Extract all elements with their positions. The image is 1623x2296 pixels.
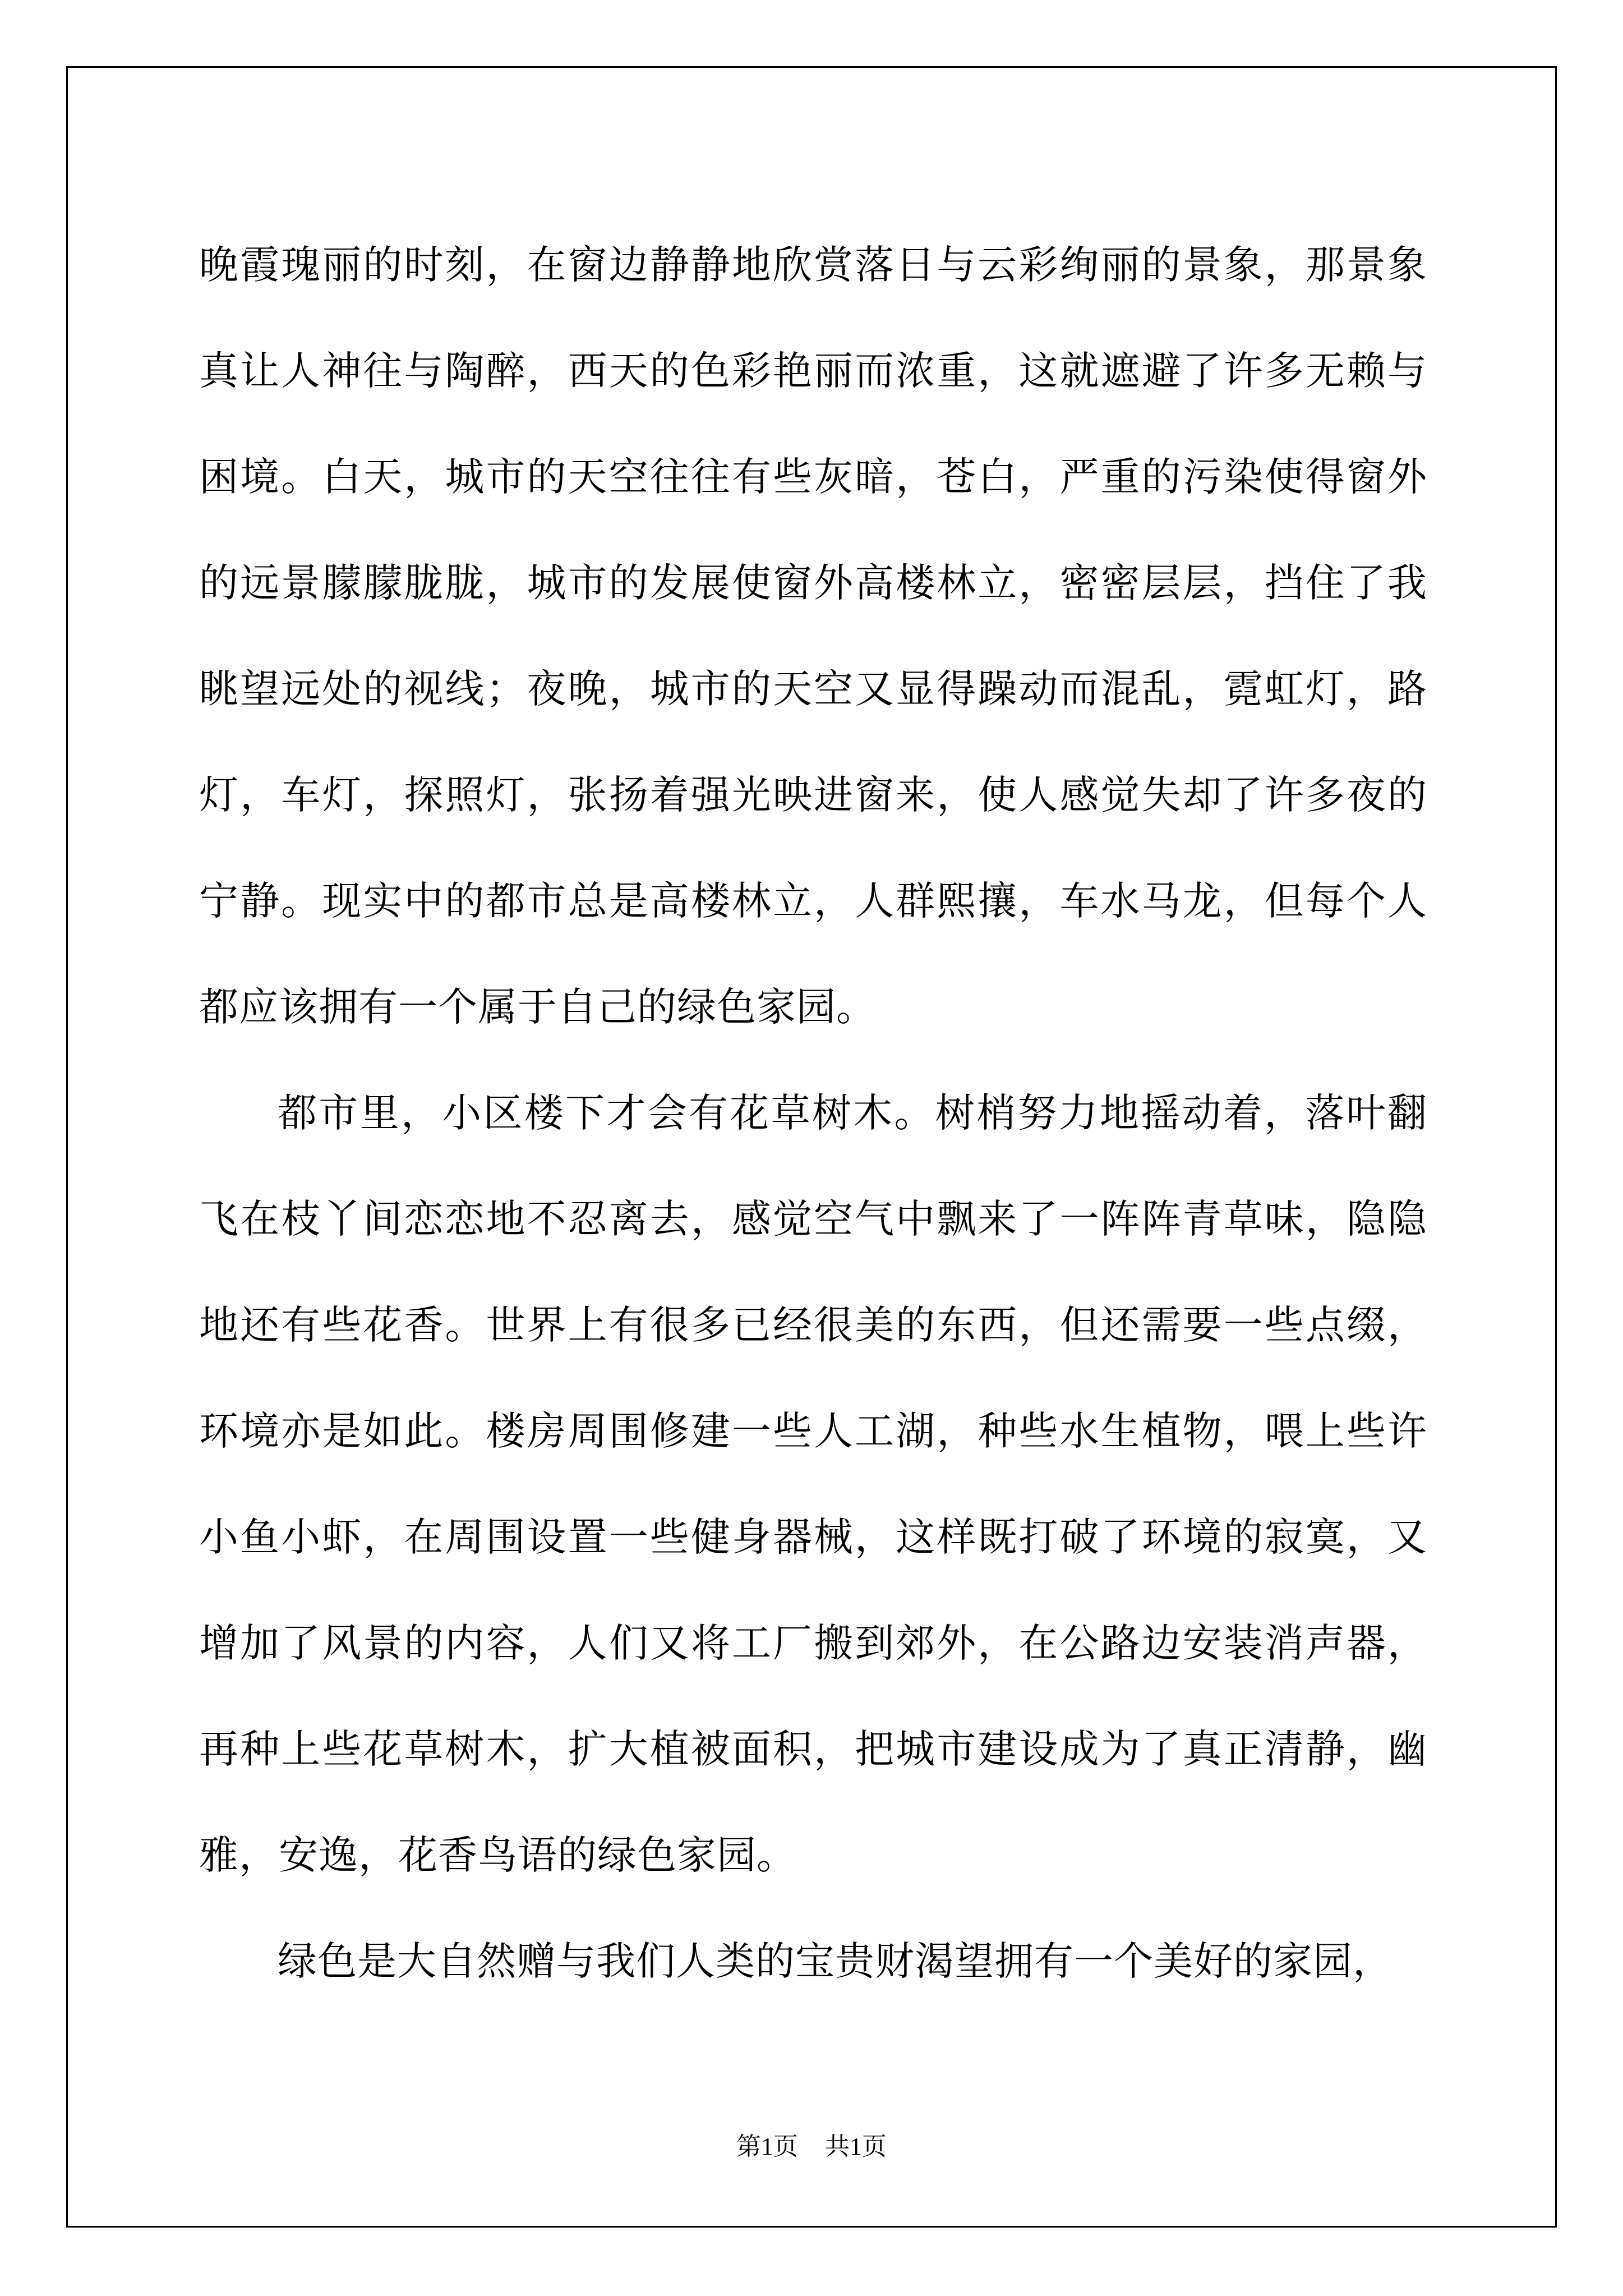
document-body (199, 212, 1427, 2014)
page-number-total: 共1页 (825, 2133, 887, 2160)
page-footer (0, 2126, 1623, 2162)
page-number-current: 第1页 (736, 2133, 798, 2160)
paragraph-3: 绿色是大自然赠与我们人类的宝贵财渴望拥有一个美好的家园， (278, 1938, 1393, 1984)
paragraph-1: 晚霞瑰丽的时刻，在窗边静静地欣赏落日与云彩绚丽的景象，那景象真让人神往与陶醉，西天的色彩艳丽而浓重，这就遮避了许多无赖与困境。白天，城市的天空往往有些灰暗，苍白，严重的污染使得窗外的远景朦朦胧胧，城市的发展使窗外高楼林立，密密层层，挡住了我眺望远处的视线；夜晚，城市的天空又显得躁动而混乱，霓虹灯，路灯，车灯，探照灯，张扬着强光映进窗来，使人感觉失却了许多夜的宁静。现实中的都市总是高楼林立，人群熙攘，车水马龙，但每个人都应该拥有一个属于自己的绿色家园。 (199, 242, 1427, 1030)
paragraph-2: 都市里，小区楼下才会有花草树木。树梢努力地摇动着，落叶翻飞在枝丫间恋恋地不忍离去，感觉空气中飘来了一阵阵青草味，隐隐地还有些花香。世界上有很多已经很美的东西，但还需要一些点缀，环境亦是如此。楼房周围修建一些人工湖，种些水生植物，喂上些许小鱼小虾，在周围设置一些健身器械，这样既打破了环境的寂寞，又增加了风景的内容，人们又将工厂搬到郊外，在公路边安装消声器，再种上些花草树木，扩大植被面积，把城市建设成为了真正清静，幽雅，安逸，花香鸟语的绿色家园。 (199, 1090, 1427, 1878)
